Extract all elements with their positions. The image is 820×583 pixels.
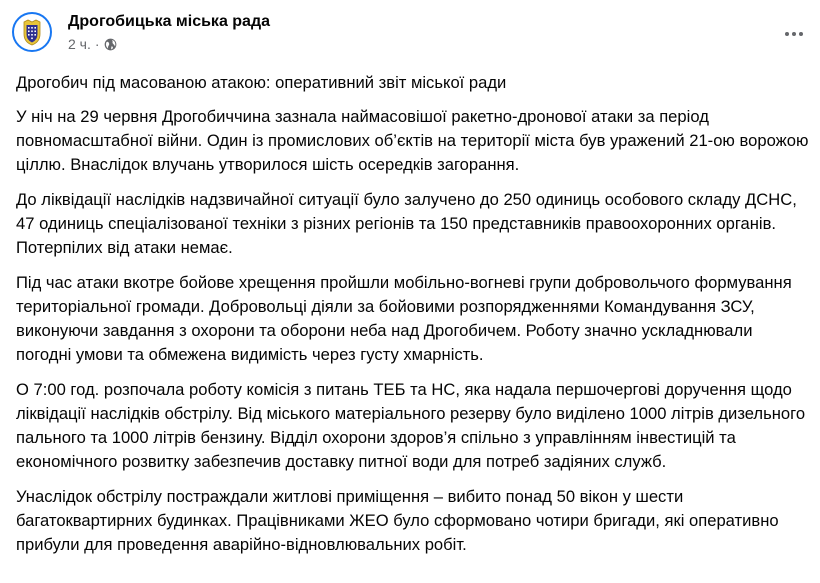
post-header [12, 12, 270, 52]
post-timestamp[interactable]: 2 ч. [68, 36, 91, 52]
post-paragraph: Унаслідок обстрілу постраждали житлові приміщення – вибито понад 50 вікон у шести багатоквартирних будинках. Працівниками ЖЕО було сформовано чотири бригади, які оперативно прибули для проведення аварійно-відновлювальних робіт. [16, 487, 779, 554]
more-options-button[interactable] [776, 22, 812, 46]
post-paragraph: У ніч на 29 червня Дрогобиччина зазнала наймасовішої ракетно-дронової атаки за період повномасштабної війни. Один із промислових об’єктів на території міста був уражений 21-ою ворожою ціллю. Внаслідок влучань утворилося шість осередків загорання. [16, 107, 809, 174]
post-paragraph: О 7:00 год. розпочала роботу комісія з питань ТЕБ та НС, яка надала першочергові доручення щодо ліквідації наслідків обстрілу. Від міського матеріального резерву було виділено 1000 літрів дизельного пального та 1000 літрів бензину. Відділ охорони здоров’я спільно з управлінням інвестицій та економічного розвитку забезпечив доставку питної води для потреб задіяних служб. [16, 380, 806, 471]
post-body [16, 71, 810, 568]
post-title: Дрогобич під масованою атакою: оперативний звіт міської ради [16, 73, 507, 92]
post-paragraph: Під час атаки вкотре бойове хрещення пройшли мобільно-вогневі групи добровольчого формування територіальної громади. Добровольці діяли за бойовими розпорядженнями Командування ЗСУ, виконуючи завдання з охорони та оборони неба над Дрогобичем. Роботу значно ускладнювали погодні умови та обмежена видимість через густу хмарність. [16, 273, 792, 364]
post-subline [68, 36, 270, 52]
separator-dot: · [94, 36, 100, 52]
avatar[interactable] [12, 12, 52, 52]
more-dot-icon [792, 32, 796, 36]
more-dot-icon [785, 32, 789, 36]
post-meta [68, 12, 270, 52]
globe-icon[interactable] [104, 38, 117, 51]
coat-of-arms-icon [20, 18, 44, 46]
page-name-link[interactable]: Дрогобицька міська рада [68, 13, 271, 30]
more-dot-icon [799, 32, 803, 36]
post-paragraph: До ліквідації наслідків надзвичайної ситуації було залучено до 250 одиниць особового складу ДСНС, 47 одиниць спеціалізованої техніки з різних регіонів та 150 представників правоохоронних органів. Потерпілих від атаки немає. [16, 190, 797, 257]
